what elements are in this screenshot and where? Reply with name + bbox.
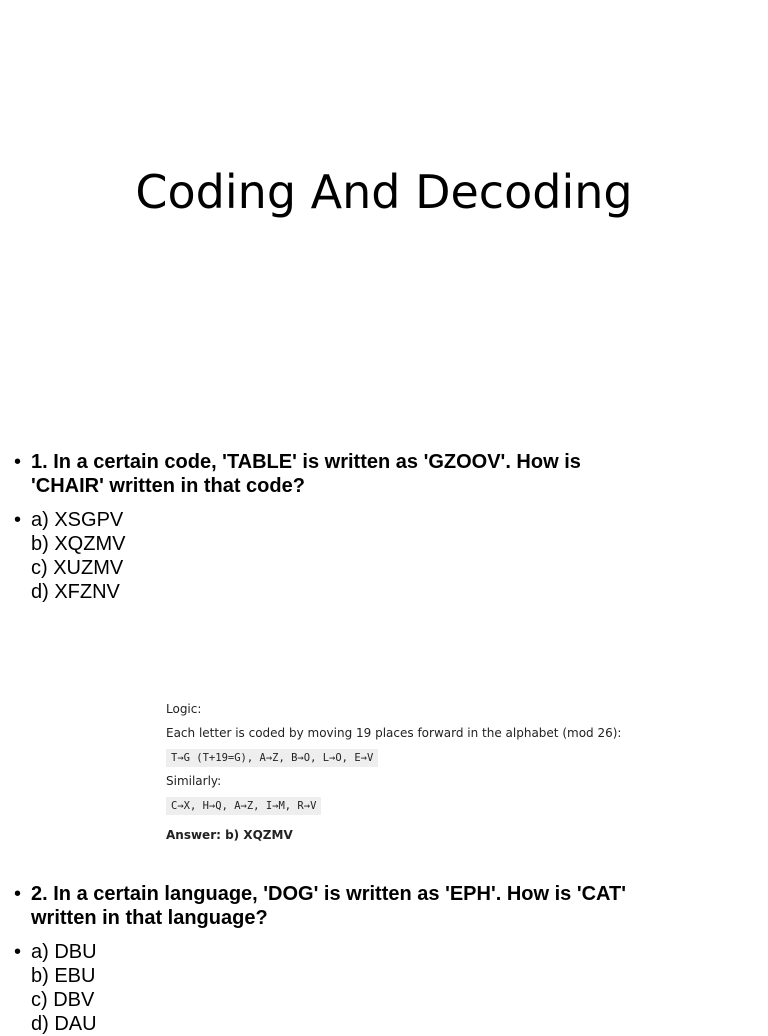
logic-answer: Answer: b) XQZMV [166,828,293,842]
bullet-dot: • [14,941,22,963]
option-a: a) XSGPV [31,509,124,531]
question-2-options [31,940,97,1036]
logic-code-table: T→G (T+19=G), A→Z, B→O, L→O, E→V [166,749,378,767]
option-d: d) XFZNV [31,581,120,603]
option-c: c) DBV [31,989,95,1011]
option-a: a) DBU [31,941,97,963]
logic-code-chair: C→X, H→Q, A→Z, I→M, R→V [166,797,321,815]
bullet-dot: • [14,451,22,473]
logic-explanation-image [166,700,636,850]
question-2-text: 2. In a certain language, 'DOG' is written as 'EPH'. How is 'CAT' written in that language? [31,883,626,929]
question-1-text: 1. In a certain code, 'TABLE' is written as 'GZOOV'. How is 'CHAIR' written in that code? [31,451,581,497]
bullet-dot: • [14,883,22,905]
bullet-dot: • [14,509,22,531]
option-b: b) XQZMV [31,533,126,555]
option-b: b) EBU [31,965,96,987]
option-c: c) XUZMV [31,557,124,579]
question-2-block [14,882,654,1036]
question-1-block [14,450,654,604]
page-title: Coding And Decoding [135,165,633,219]
logic-heading: Logic: [166,702,202,716]
logic-explanation: Each letter is coded by moving 19 places forward in the alphabet (mod 26): [166,726,622,740]
logic-similarly: Similarly: [166,774,222,788]
question-1-options [31,508,125,604]
option-d: d) DAU [31,1013,97,1035]
